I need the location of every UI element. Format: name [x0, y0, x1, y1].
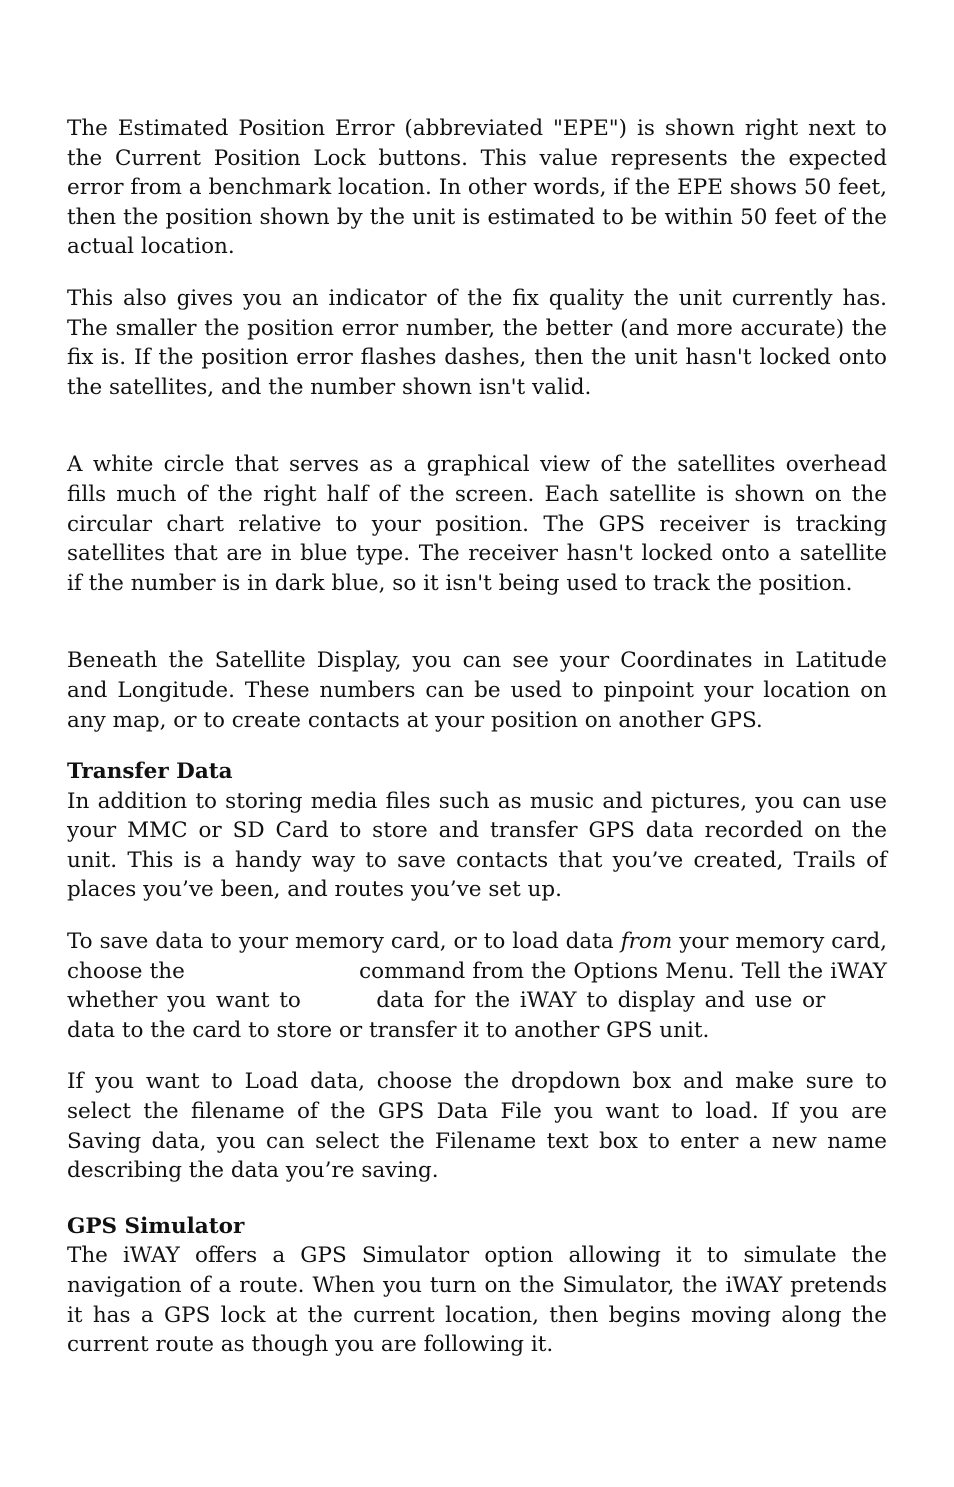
paragraph-epe: The Estimated Position Error (abbreviated "EPE") is shown right next to the Current Position Lock buttons. This value represents the expected error from a benchmark location. In other words, if the EPE shows 50 feet, then the position shown by the unit is estimated to be within 50 feet of the actual location. [67, 116, 887, 260]
save-load-text-4: data for the iWAY to display and use or [366, 988, 836, 1014]
save-load-text-3: command from the Options Menu. Tell the iWAY whether you want to [67, 958, 887, 1014]
heading-gps-simulator: GPS Simulator [67, 1213, 245, 1239]
paragraph-load-save-detail: If you want to Load data, choose the dropdown box and make sure to select the filename of the GPS Data File you want to load. If you are Saving data, you can select the Filename text box to enter a new name describing the data you’re saving. [67, 1069, 887, 1184]
paragraph-transfer-intro: In addition to storing media files such as music and pictures, you can use your MMC or SD Card to store and transfer GPS data recorded on the unit. This is a handy way to save contacts that you’ve created, Trails of places you’ve been, and routes you’ve set up. [67, 788, 887, 903]
emphasis-from: from [620, 929, 673, 955]
paragraph-coordinates: Beneath the Satellite Display, you can see your Coordinates in Latitude and Longitude. These numbers can be used to pinpoint your location on any map, or to create contacts at your position on another GPS. [67, 648, 887, 733]
save-load-text-2: your memory card, choose the [67, 929, 887, 984]
save-load-text-5: data to the card to store or transfer it to another GPS unit. [67, 1017, 710, 1043]
paragraph-gps-simulator: The iWAY offers a GPS Simulator option allowing it to simulate the navigation of a route. When you turn on the Simulator, the iWAY pretends it has a GPS lock at the current location, then begins moving along the current route as though you are following it. [67, 1243, 887, 1358]
paragraph-save-load [67, 927, 887, 1045]
heading-transfer-data: Transfer Data [67, 759, 233, 785]
paragraph-satellite-view: A white circle that serves as a graphical view of the satellites overhead fills much of the right half of the screen. Each satellite is shown on the circular chart relative to your position. The GPS receiver is tracking satellites that are in blue type. The receiver hasn't locked onto a satellite if the number is in dark blue, so it isn't being used to track the position. [67, 452, 887, 596]
document-page [67, 114, 887, 1360]
paragraph-fix-quality: This also gives you an indicator of the fix quality the unit currently has. The smaller the position error number, the better (and more accurate) the fix is. If the position error flashes dashes, then the unit hasn't locked onto the satellites, and the number shown isn't valid. [67, 285, 887, 400]
save-load-text-1: To save data to your memory card, or to load data [67, 929, 621, 955]
